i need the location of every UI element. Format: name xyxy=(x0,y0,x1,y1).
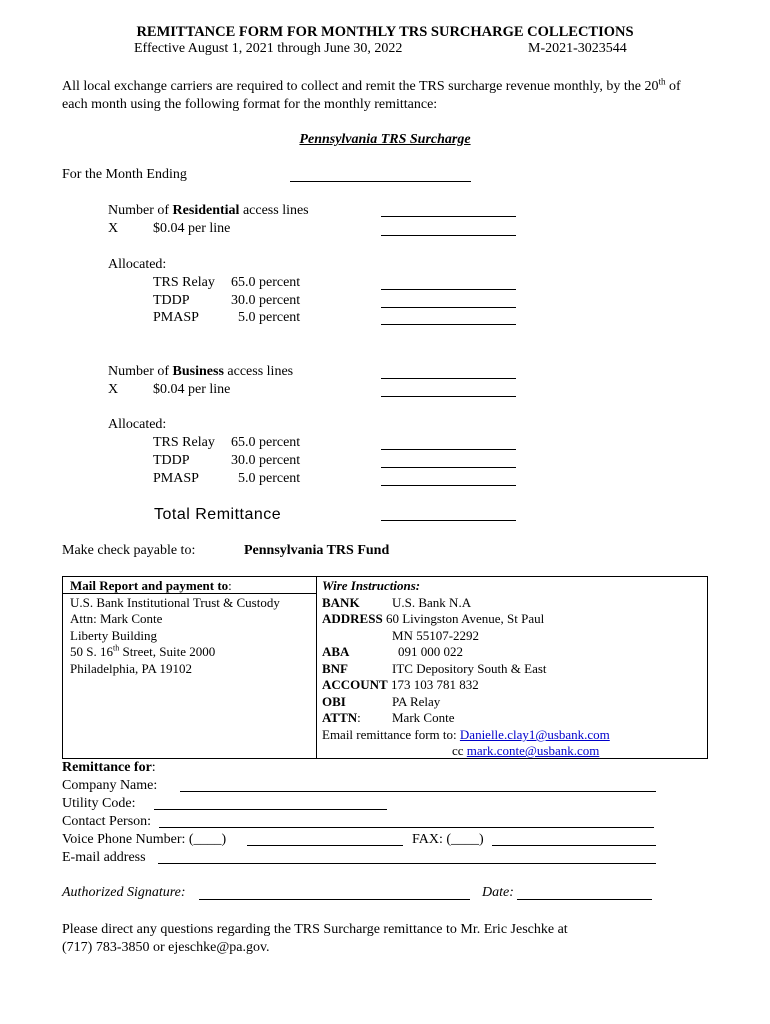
residential-alloc-tddp-pct: 30.0 percent xyxy=(231,293,301,308)
signature-field[interactable] xyxy=(199,899,470,900)
wire-header: Wire Instructions: xyxy=(322,578,421,593)
business-alloc-tddp-pct: 30.0 percent xyxy=(231,453,301,468)
residential-amount-field[interactable] xyxy=(381,235,516,236)
mail-header: Mail Report and payment to: xyxy=(70,578,232,593)
wire-bank-label: BANK xyxy=(322,595,360,610)
payable-value: Pennsylvania TRS Fund xyxy=(244,543,390,558)
email-link-mark[interactable]: mark.conte@usbank.com xyxy=(466,743,600,758)
business-rate: $0.04 per line xyxy=(153,382,231,397)
remittance-for-label: Remittance for: xyxy=(62,760,156,775)
wire-bnf-value: ITC Depository South & East xyxy=(392,661,547,676)
business-alloc-tddp-name: TDDP xyxy=(153,453,190,468)
signature-label: Authorized Signature: xyxy=(62,885,186,900)
month-ending-field[interactable] xyxy=(290,181,471,182)
residential-x-label: X xyxy=(108,221,119,236)
business-alloc-trs-name: TRS Relay xyxy=(153,435,215,450)
email-link-danielle[interactable]: Danielle.clay1@usbank.com xyxy=(459,727,610,742)
email-label: E-mail address xyxy=(62,850,146,865)
business-alloc-pmasp-pct: 5.0 percent xyxy=(238,471,301,486)
utility-code-label: Utility Code: xyxy=(62,796,136,811)
mail-line: U.S. Bank Institutional Trust & Custody xyxy=(70,595,280,610)
phone-label: Voice Phone Number: (____) xyxy=(62,832,227,847)
wire-attn-label: ATTN: xyxy=(322,710,361,725)
section-title: Pennsylvania TRS Surcharge xyxy=(299,132,471,147)
residential-alloc-pmasp-field[interactable] xyxy=(381,324,516,325)
total-remittance-field[interactable] xyxy=(381,520,516,521)
mail-city: Philadelphia, PA 19102 xyxy=(70,661,192,676)
business-lines-label: Number of Business access lines xyxy=(108,364,294,379)
residential-allocated-label: Allocated: xyxy=(108,257,167,272)
residential-lines-field[interactable] xyxy=(381,216,516,217)
intro-paragraph: All local exchange carriers are required to collect and remit the TRS surcharge revenue monthly, by the 20th of each month using the following format for the monthly remittance: xyxy=(62,76,681,112)
wire-attn-value: Mark Conte xyxy=(392,710,455,725)
effective-dates: Effective August 1, 2021 through June 30, 2022 xyxy=(134,41,403,56)
wire-bnf-label: BNF xyxy=(322,661,348,676)
order-number: M-2021-3023544 xyxy=(528,41,627,56)
business-alloc-trs-pct: 65.0 percent xyxy=(231,435,301,450)
email-field[interactable] xyxy=(158,863,656,864)
fax-field[interactable] xyxy=(492,845,656,846)
footer-line-1: Please direct any questions regarding the TRS Surcharge remittance to Mr. Eric Jeschke at xyxy=(62,922,568,937)
business-x-label: X xyxy=(108,382,119,397)
residential-rate: $0.04 per line xyxy=(153,221,231,236)
residential-alloc-tddp-name: TDDP xyxy=(153,293,190,308)
month-ending-label: For the Month Ending xyxy=(62,167,187,182)
wire-cc: cc mark.conte@usbank.com xyxy=(452,743,600,758)
box-divider xyxy=(316,577,317,758)
business-amount-field[interactable] xyxy=(381,396,516,397)
residential-lines-label: Number of Residential access lines xyxy=(108,203,309,218)
wire-email: Email remittance form to: Danielle.clay1@usbank.com xyxy=(322,727,610,742)
business-alloc-pmasp-name: PMASP xyxy=(153,471,199,486)
residential-alloc-pmasp-pct: 5.0 percent xyxy=(238,310,301,325)
business-lines-field[interactable] xyxy=(381,378,516,379)
residential-alloc-trs-pct: 65.0 percent xyxy=(231,275,301,290)
footer-line-2: (717) 783-3850 or ejeschke@pa.gov. xyxy=(62,940,270,955)
wire-aba-value: 091 000 022 xyxy=(398,644,463,659)
wire-obi-label: OBI xyxy=(322,694,346,709)
fax-label: FAX: (____) xyxy=(412,832,484,847)
residential-alloc-trs-field[interactable] xyxy=(381,289,516,290)
wire-obi-value: PA Relay xyxy=(392,694,441,709)
business-alloc-trs-field[interactable] xyxy=(381,449,516,450)
wire-aba-label: ABA xyxy=(322,644,350,659)
mail-street: 50 S. 16th Street, Suite 2000 xyxy=(70,643,216,659)
wire-account: ACCOUNT 173 103 781 832 xyxy=(322,677,479,692)
residential-alloc-tddp-field[interactable] xyxy=(381,307,516,308)
business-allocated-label: Allocated: xyxy=(108,417,167,432)
contact-person-label: Contact Person: xyxy=(62,814,152,829)
wire-address-2: MN 55107-2292 xyxy=(392,628,480,643)
phone-field[interactable] xyxy=(247,845,403,846)
business-alloc-tddp-field[interactable] xyxy=(381,467,516,468)
residential-alloc-pmasp-name: PMASP xyxy=(153,310,199,325)
mail-line: Liberty Building xyxy=(70,628,158,643)
form-title: REMITTANCE FORM FOR MONTHLY TRS SURCHARGE COLLECTIONS xyxy=(136,24,634,40)
total-remittance-label: Total Remittance xyxy=(154,506,282,523)
wire-bank-value: U.S. Bank N.A xyxy=(392,595,472,610)
company-name-field[interactable] xyxy=(180,791,656,792)
date-field[interactable] xyxy=(517,899,652,900)
business-alloc-pmasp-field[interactable] xyxy=(381,485,516,486)
wire-address: ADDRESS 60 Livingston Avenue, St Paul xyxy=(322,611,545,626)
date-label: Date: xyxy=(482,885,514,900)
payable-label: Make check payable to: xyxy=(62,543,196,558)
utility-code-field[interactable] xyxy=(154,809,387,810)
company-name-label: Company Name: xyxy=(62,778,158,793)
mail-line: Attn: Mark Conte xyxy=(70,611,163,626)
residential-alloc-trs-name: TRS Relay xyxy=(153,275,215,290)
contact-person-field[interactable] xyxy=(159,827,654,828)
payment-instructions-box xyxy=(62,576,708,759)
